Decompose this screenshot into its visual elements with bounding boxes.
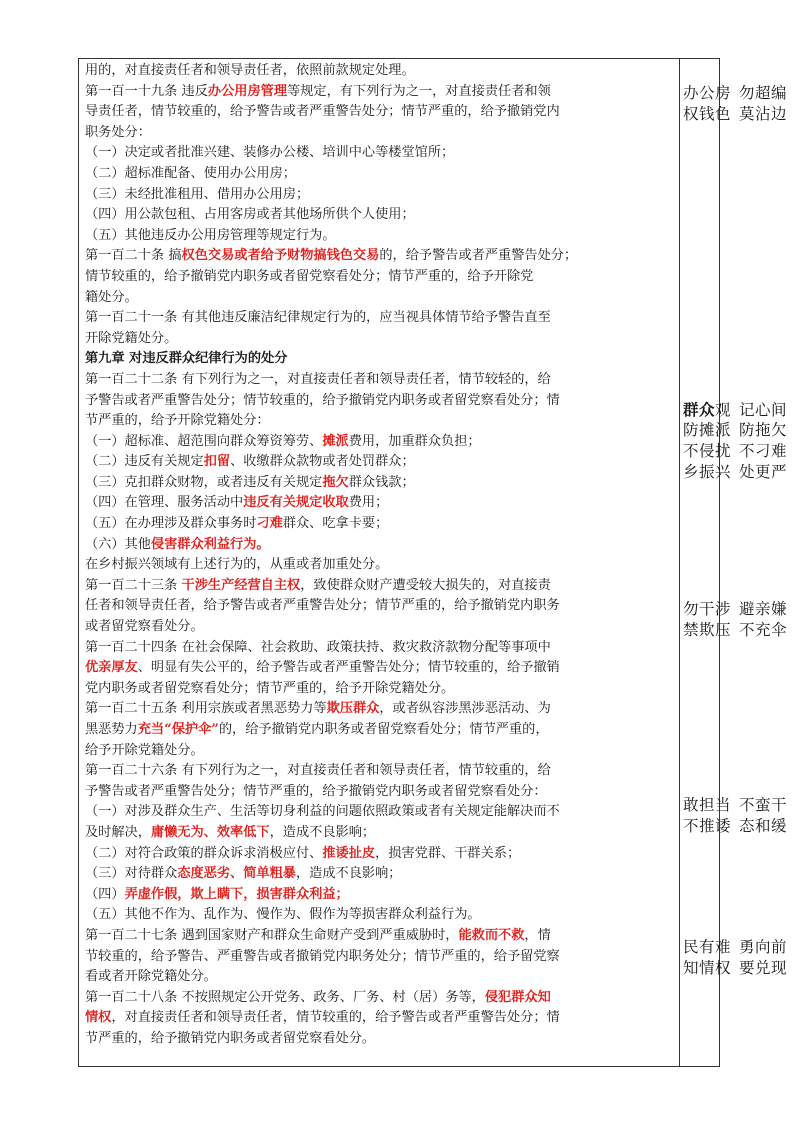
text-line — [85, 102, 673, 123]
summary-phrase-right: 不刁难 — [739, 442, 788, 460]
text-segment: 第一百二十四条 在社会保障、社会救助、政策扶持、救灾救济款物分配等事项中 — [85, 639, 551, 655]
text-line — [85, 61, 673, 82]
highlighted-phrase: 优亲厚友 — [85, 660, 138, 676]
text-segment: 籍处分。 — [85, 289, 138, 305]
text-segment: （三）未经批准租用、借用办公用房； — [85, 186, 310, 202]
text-segment: 第一百二十七条 遇到国家财产和群众生命财产受到严重威胁时， — [85, 927, 459, 943]
text-line — [85, 185, 673, 206]
highlighted-phrase: 能救而不救 — [458, 927, 525, 943]
summary-phrase-left: 办公房 — [683, 84, 732, 102]
text-line — [85, 514, 673, 535]
summary-phrase-left: 禁欺压 — [683, 621, 732, 639]
summary-row — [683, 420, 799, 441]
summary-phrase-right: 态和缓 — [739, 817, 788, 835]
highlighted-phrase: 刁难 — [256, 516, 283, 532]
highlighted-phrase: 庸懒无为、效率低下 — [150, 824, 270, 840]
summary-phrase-left: 权钱色 — [683, 105, 732, 123]
summary-row — [683, 83, 799, 104]
text-line — [85, 596, 673, 617]
text-line — [85, 1008, 673, 1029]
summary-block — [683, 599, 799, 641]
text-line — [85, 864, 673, 885]
text-segment: 等规定，有下列行为之一，对直接责任者和领 — [287, 83, 551, 99]
text-segment: 的，给予警告或者严重警告处分； — [379, 248, 578, 264]
highlighted-phrase: 侵害群众利益行为。 — [150, 536, 270, 552]
text-segment: （二）违反有关规定 — [85, 454, 204, 470]
text-line — [85, 947, 673, 968]
text-segment: 节严重的，给予开除党籍处分： — [85, 413, 270, 429]
text-segment: 黑恶势力 — [85, 722, 138, 737]
text-segment: ，致使群众财产遭受较大损失的，对直接责 — [300, 577, 551, 593]
summary-rest: 观 — [715, 401, 732, 419]
text-segment: 党内职务或者留党察看处分；情节严重的，给予开除党籍处分。 — [85, 680, 455, 696]
highlighted-phrase: 推诿扯皮 — [322, 845, 376, 861]
summary-phrase-left: 乡振兴 — [683, 463, 732, 481]
text-segment: （五）其他不作为、乱作为、慢作为、假作为等损害群众利益行为。 — [85, 907, 481, 923]
text-segment: （一）超标准、超范围向群众筹资筹劳、 — [85, 433, 323, 449]
text-line — [85, 391, 673, 412]
summary-phrase-right: 要兑现 — [739, 959, 788, 977]
text-line — [85, 741, 673, 762]
text-segment: 、收缴群众款物或者处罚群众； — [230, 454, 415, 470]
text-segment: 群众钱款； — [348, 474, 415, 490]
text-segment: ，对直接责任者和领导责任者，情节较重的，给予警告或者严重警告处分；情 — [111, 1010, 560, 1026]
text-segment: （五）在办理涉及群众事务时 — [85, 516, 257, 532]
text-line — [85, 885, 673, 906]
text-segment: （一）对涉及群众生产、生活等切身利益的问题依照政策或者有关规定能解决而不 — [85, 804, 560, 820]
text-line — [85, 555, 673, 576]
summary-phrase-left: 防摊派 — [683, 421, 732, 439]
summary-row — [683, 937, 799, 958]
text-segment: （四） — [85, 886, 125, 902]
text-line — [85, 164, 673, 185]
text-line — [85, 844, 673, 865]
text-line — [85, 658, 673, 679]
summary-row — [683, 958, 799, 979]
text-segment: 、明显有失公平的，给予警告或者严重警告处分；情节较重的，给予撤销 — [137, 660, 560, 676]
summary-phrase-right: 防拖欠 — [739, 421, 788, 439]
highlighted-phrase: 欺压群众 — [326, 701, 380, 717]
text-segment: （三）对待群众 — [85, 866, 178, 882]
text-line — [85, 535, 673, 556]
text-segment: 或者留党察看处分。 — [85, 619, 204, 635]
text-line — [85, 370, 673, 391]
text-line — [85, 782, 673, 803]
highlighted-phrase: 干涉生产经营自主权 — [181, 577, 301, 593]
summary-row — [683, 795, 799, 816]
text-line — [85, 226, 673, 247]
text-line — [85, 432, 673, 453]
highlighted-phrase: 拖欠 — [322, 474, 349, 490]
summary-block — [683, 399, 799, 483]
highlighted-phrase: 违反有关规定收取 — [243, 495, 349, 511]
text-segment: 节较重的，给予警告、严重警告或者撤销党内职务处分；情节严重的，给予留党察 — [85, 948, 560, 964]
text-line — [85, 411, 673, 432]
text-segment: 第一百二十三条 — [85, 577, 182, 593]
text-line — [85, 123, 673, 144]
text-segment: 情节较重的，给予撤销党内职务或者留党察看处分；情节严重的，给予开除党 — [85, 268, 534, 284]
highlighted-phrase: 充当“保护伞” — [137, 722, 219, 737]
text-line — [85, 576, 673, 597]
text-segment: ，或者纵容涉黑涉恶活动、为 — [379, 701, 551, 717]
text-segment: 给予开除党籍处分。 — [85, 742, 204, 758]
highlighted-phrase: 情权 — [85, 1010, 112, 1026]
text-line — [85, 246, 673, 267]
text-line — [85, 473, 673, 494]
text-segment: （四）在管理、服务活动中 — [85, 495, 244, 511]
text-line — [85, 926, 673, 947]
summary-block — [683, 83, 799, 125]
text-line — [85, 267, 673, 288]
text-segment: （二）对符合政策的群众诉求消极应付、 — [85, 845, 323, 861]
text-line — [85, 823, 673, 844]
text-segment: ，造成不良影响； — [269, 824, 376, 840]
text-segment: 导责任者，情节较重的，给予警告或者严重警告处分；情节严重的，给予撤销党内 — [85, 104, 560, 120]
text-segment: （一）决定或者批准兴建、装修办公楼、培训中心等楼堂馆所； — [85, 145, 455, 161]
text-line — [85, 452, 673, 473]
summary-row — [683, 399, 799, 420]
text-line — [85, 205, 673, 226]
text-line — [85, 308, 673, 329]
text-line — [85, 329, 673, 350]
text-segment: （六）其他 — [85, 536, 151, 552]
summary-block — [683, 937, 799, 979]
text-segment: 第一百二十五条 利用宗族或者黑恶势力等 — [85, 701, 327, 717]
summary-phrase-right: 记心间 — [739, 401, 788, 419]
summary-row — [683, 816, 799, 837]
text-line — [85, 988, 673, 1009]
summary-phrase-right: 处更严 — [739, 463, 788, 481]
text-segment: 职务处分： — [85, 124, 151, 140]
regulation-text-column — [85, 61, 673, 1050]
text-segment: 予警告或者严重警告处分；情节较重的，给予撤销党内职务或者留党察看处分；情 — [85, 392, 560, 408]
text-segment: 费用，加重群众负担； — [348, 433, 481, 449]
highlighted-phrase: 权色交易或者给予财物搞钱色交易 — [181, 248, 380, 264]
summary-phrase-right: 勇向前 — [739, 938, 788, 956]
summary-phrase-left: 知情权 — [683, 959, 732, 977]
summary-row — [683, 462, 799, 483]
text-segment: 第一百一十九条 违反 — [85, 83, 208, 99]
text-line — [85, 617, 673, 638]
text-segment: 任者和领导责任者，给予警告或者严重警告处分；情节严重的，给予撤销党内职务 — [85, 598, 560, 614]
text-segment: 开除党籍处分。 — [85, 330, 178, 346]
text-segment: （三）克扣群众财物，或者违反有关规定 — [85, 474, 323, 490]
summary-phrase-left: 敢担当 — [683, 796, 732, 814]
text-line — [85, 493, 673, 514]
text-segment: 用的，对直接责任者和领导责任者，依照前款规定处理。 — [85, 63, 415, 78]
text-segment: 看或者开除党籍处分。 — [85, 969, 217, 985]
text-line — [85, 905, 673, 926]
text-line — [85, 288, 673, 309]
text-segment: 第一百二十条 搞 — [85, 248, 182, 264]
highlighted-phrase: 扣留 — [203, 454, 231, 470]
highlighted-phrase: 弄虚作假，欺上瞒下，损害群众利益； — [124, 886, 349, 902]
text-segment: 第一百二十八条 不按照规定公开党务、政务、厂务、村（居）务等， — [85, 989, 485, 1005]
text-line — [85, 761, 673, 782]
text-segment: ，损害党群、干群关系； — [375, 845, 521, 861]
summary-phrase-right: 不充伞 — [739, 621, 788, 639]
summary-block — [683, 795, 799, 837]
summary-phrase-left: 不推诿 — [683, 817, 732, 835]
highlighted-phrase: 态度恶劣、简单粗暴 — [177, 866, 296, 882]
summary-emphasis: 群众 — [683, 400, 716, 419]
text-segment: （四）用公款包租、占用客房或者其他场所供个人使用； — [85, 207, 415, 223]
summary-phrase-left: 不侵扰 — [683, 442, 732, 460]
summary-row — [683, 599, 799, 620]
text-segment: 第一百二十二条 有下列行为之一，对直接责任者和领导责任者，情节较轻的，给 — [85, 371, 551, 387]
text-line — [85, 679, 673, 700]
text-line — [85, 720, 673, 741]
text-segment: ，情 — [524, 927, 551, 943]
text-segment: 节严重的，给予撤销党内职务或者留党察看处分。 — [85, 1030, 376, 1046]
text-segment: 予警告或者严重警告处分；情节严重的，给予撤销党内职务或者留党察看处分： — [85, 783, 547, 799]
summary-phrase-right: 莫沾边 — [739, 105, 788, 123]
summary-phrase-left — [683, 399, 733, 421]
summary-phrase-right: 避亲嫌 — [739, 600, 788, 618]
text-line — [85, 1029, 673, 1050]
summary-row — [683, 104, 799, 125]
text-segment: 及时解决， — [85, 824, 151, 840]
text-segment: （五）其他违反办公用房管理等规定行为。 — [85, 227, 336, 243]
highlighted-phrase: 侵犯群众知 — [484, 989, 551, 1005]
text-line — [85, 82, 673, 103]
text-segment: 群众、吃拿卡要； — [282, 516, 389, 532]
summary-phrase-left: 勿干涉 — [683, 600, 732, 618]
text-line — [85, 967, 673, 988]
column-divider — [679, 59, 680, 1066]
text-segment: 费用； — [348, 495, 389, 511]
text-segment: 的，给予撤销党内职务或者留党察看处分；情节严重的， — [218, 722, 549, 737]
text-line — [85, 143, 673, 164]
text-line — [85, 699, 673, 720]
text-line — [85, 638, 673, 659]
summary-row — [683, 441, 799, 462]
text-segment: 第一百二十六条 有下列行为之一，对直接责任者和领导责任者，情节较重的，给 — [85, 763, 551, 779]
summary-row — [683, 620, 799, 641]
text-line — [85, 802, 673, 823]
text-segment: 在乡村振兴领域有上述行为的，从重或者加重处分。 — [85, 557, 389, 573]
regulation-table — [78, 58, 788, 1067]
summary-phrase-right: 不蛮干 — [739, 796, 788, 814]
chapter-heading: 第九章 对违反群众纪律行为的处分 — [85, 351, 288, 367]
text-segment: ，造成不良影响； — [296, 866, 402, 882]
summary-phrase-left: 民有难 — [683, 938, 732, 956]
highlighted-phrase: 办公用房管理 — [207, 83, 288, 99]
text-line — [85, 349, 673, 370]
text-segment: 第一百二十一条 有其他违反廉洁纪律规定行为的，应当视具体情节给予警告直至 — [85, 310, 551, 326]
highlighted-phrase: 摊派 — [322, 433, 349, 449]
summary-phrase-right: 勿超编 — [739, 84, 788, 102]
text-segment: （二）超标准配备、使用办公用房； — [85, 165, 296, 181]
